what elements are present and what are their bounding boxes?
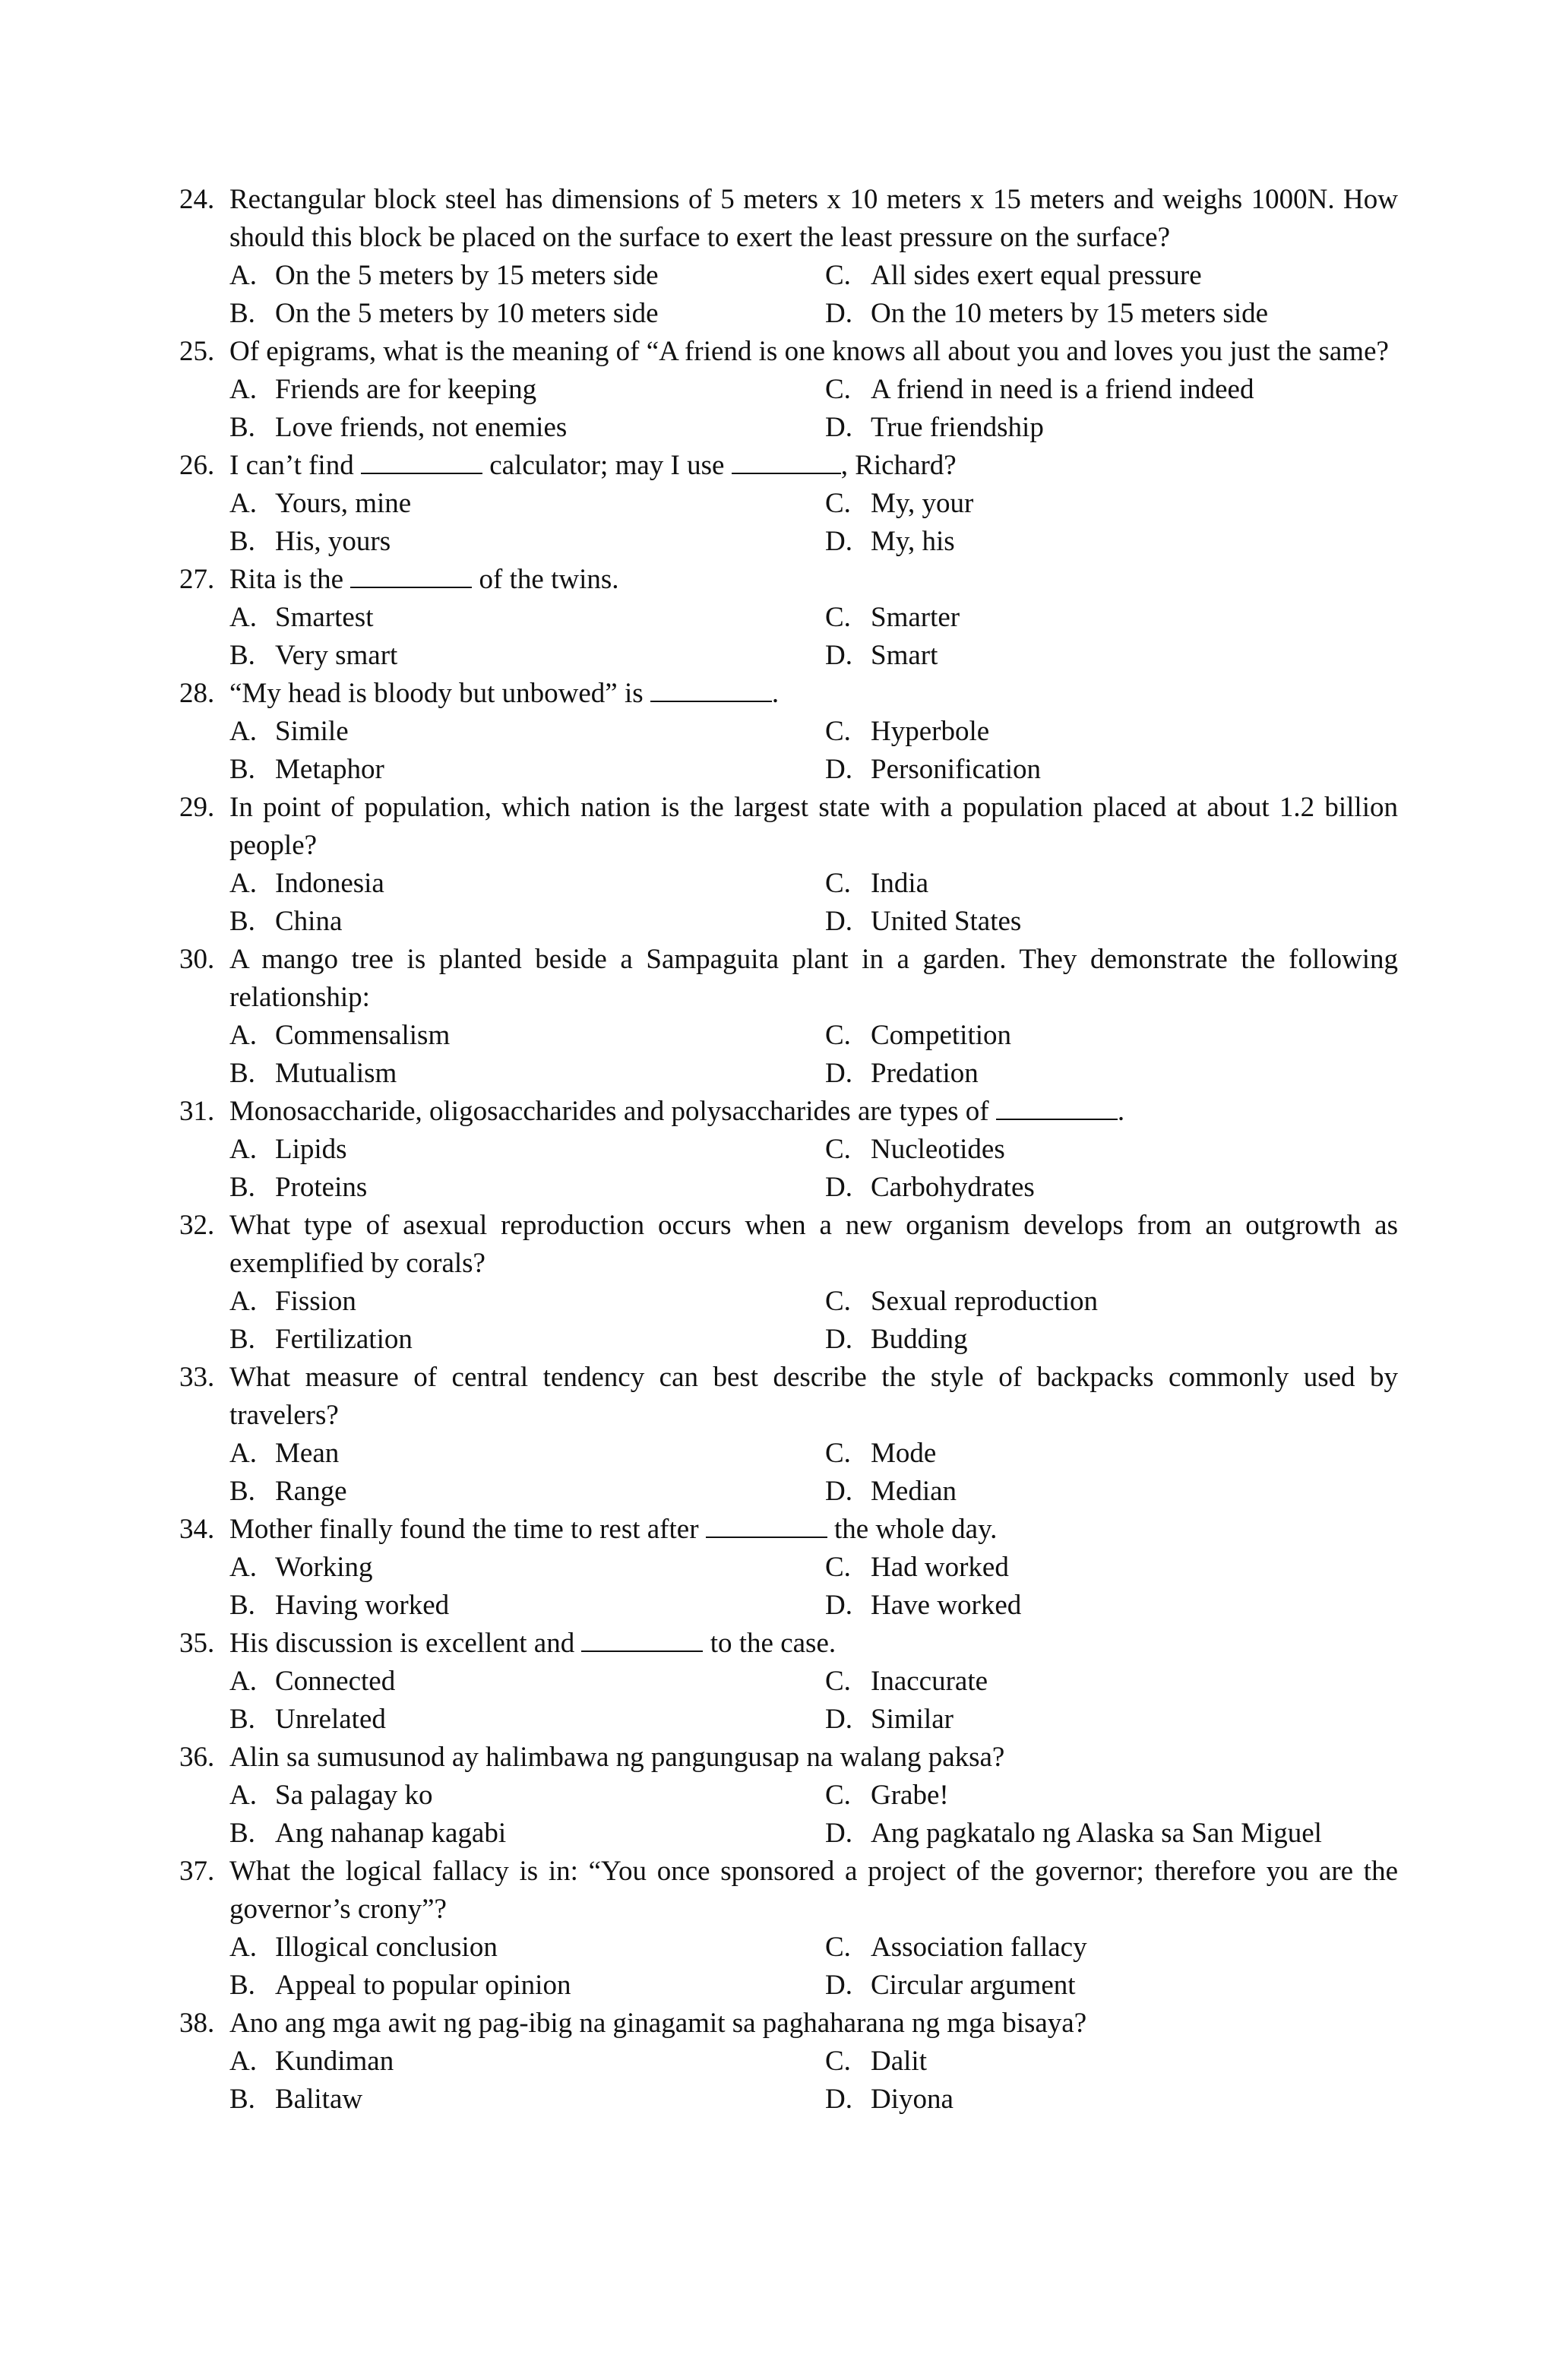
choices-grid [229,1663,1398,1739]
question-text: I can’t find [229,450,361,481]
choice-letter: D. [825,412,852,443]
question-number: 29. [179,792,215,823]
question-stem [179,447,1398,485]
choice-letter: B. [229,1476,255,1507]
choice-text: My, his [871,526,955,557]
choice-letter: D. [825,1970,852,2001]
question-stem [179,1625,1398,1663]
question-item [179,333,1398,447]
choice-letter: C. [825,488,851,519]
choice-option [825,751,1398,789]
choice-option [825,1815,1398,1853]
question-number: 38. [179,2008,215,2039]
answer-blank [361,447,482,474]
choice-letter: C. [825,1020,851,1051]
choices-grid [229,1131,1398,1207]
choice-text: Simile [275,716,349,747]
choice-option [229,903,825,941]
choice-letter: B. [229,640,255,671]
choice-letter: C. [825,1780,851,1811]
question-number: 34. [179,1514,215,1545]
choice-text: Commensalism [275,1020,451,1051]
question-stem [179,675,1398,713]
question-item [179,1625,1398,1739]
choices-grid [229,1017,1398,1093]
choice-option [825,1777,1398,1815]
choice-option [229,2043,825,2081]
choice-text: Sexual reproduction [871,1286,1098,1317]
answer-blank [706,1511,827,1538]
choice-option [825,257,1398,295]
choice-text: China [275,906,343,937]
question-item [179,941,1398,1093]
choice-text: Sa palagay ko [275,1780,433,1811]
question-number: 36. [179,1742,215,1773]
choice-text: United States [871,906,1022,937]
choice-option [229,1549,825,1587]
choice-option [229,2081,825,2119]
question-stem [179,1207,1398,1283]
choice-text: Working [275,1552,373,1583]
choices-grid [229,485,1398,561]
choice-option [825,1283,1398,1321]
choice-letter: B. [229,1058,255,1089]
choice-text: Smart [871,640,938,671]
choice-letter: D. [825,526,852,557]
choice-option [229,1815,825,1853]
choice-option [229,713,825,751]
question-number: 35. [179,1628,215,1659]
choice-option [825,599,1398,637]
choice-letter: B. [229,1590,255,1621]
question-text: Rectangular block steel has dimensions of 5 meters x 10 meters x 15 meters and weighs 1000N. How should this block be placed on the surface to exert the least pressure on the surface? [229,184,1398,253]
answer-blank [350,561,472,588]
question-item [179,675,1398,789]
question-text: What the logical fallacy is in: “You once sponsored a project of the governor; therefore you are the governor’s crony”? [229,1856,1398,1925]
question-text: What measure of central tendency can best describe the style of backpacks commonly used by travelers? [229,1362,1398,1431]
question-text: “My head is bloody but unbowed” is [229,678,650,709]
question-item [179,1359,1398,1511]
choice-option [229,1701,825,1739]
choice-text: A friend in need is a friend indeed [871,374,1254,405]
choice-text: Nucleotides [871,1134,1005,1165]
choice-option [229,1587,825,1625]
choice-text: Circular argument [871,1970,1076,2001]
choice-text: True friendship [871,412,1044,443]
question-text: the whole day. [827,1514,998,1545]
choice-text: His, yours [275,526,391,557]
choice-option [825,1967,1398,2005]
choice-text: Kundiman [275,2046,394,2077]
choice-letter: B. [229,526,255,557]
question-item [179,2005,1398,2119]
question-stem [179,1739,1398,1777]
choice-letter: C. [825,716,851,747]
choice-option [825,409,1398,447]
choice-option [825,1587,1398,1625]
choice-letter: B. [229,754,255,785]
choice-text: Love friends, not enemies [275,412,568,443]
answer-blank [732,447,841,474]
choice-text: Connected [275,1666,396,1697]
question-stem [179,1359,1398,1435]
question-number: 32. [179,1210,215,1241]
question-text: . [771,678,780,709]
choice-text: Indonesia [275,868,384,899]
question-text: Alin sa sumusunod ay halimbawa ng pangungusap na walang paksa? [229,1742,1005,1773]
question-text: calculator; may I use [482,450,732,481]
choice-option [825,1169,1398,1207]
choice-option [825,637,1398,675]
choice-letter: D. [825,754,852,785]
choice-letter: A. [229,868,257,899]
question-item [179,447,1398,561]
question-item [179,1739,1398,1853]
question-stem [179,1853,1398,1929]
choice-text: Association fallacy [871,1932,1087,1963]
question-item [179,789,1398,941]
choice-option [825,865,1398,903]
choice-text: Mode [871,1438,937,1469]
choice-letter: D. [825,298,852,329]
choice-option [229,1321,825,1359]
question-list [179,181,1398,2119]
choice-letter: D. [825,640,852,671]
choice-option [825,485,1398,523]
choice-letter: C. [825,2046,851,2077]
question-item [179,1093,1398,1207]
question-number: 24. [179,184,215,215]
question-text: Mother finally found the time to rest after [229,1514,706,1545]
question-item [179,181,1398,333]
choice-text: Competition [871,1020,1011,1051]
choice-option [229,371,825,409]
question-text: A mango tree is planted beside a Sampaguita plant in a garden. They demonstrate the following relationship: [229,944,1398,1013]
choice-letter: C. [825,1438,851,1469]
question-number: 30. [179,944,215,975]
choice-option [825,903,1398,941]
choices-grid [229,257,1398,333]
choice-text: India [871,868,929,899]
answer-blank [650,675,772,702]
choice-text: Ang pagkatalo ng Alaska sa San Miguel [871,1818,1322,1849]
choice-text: Illogical conclusion [275,1932,498,1963]
choice-letter: C. [825,1134,851,1165]
choice-text: Unrelated [275,1704,386,1735]
question-stem [179,181,1398,257]
question-text: Ano ang mga awit ng pag-ibig na ginagamit sa paghaharana ng mga bisaya? [229,2008,1087,2039]
choice-letter: B. [229,1818,255,1849]
choice-text: Metaphor [275,754,384,785]
choice-option [229,523,825,561]
choice-letter: A. [229,488,257,519]
choice-text: Fission [275,1286,356,1317]
choice-letter: A. [229,2046,257,2077]
answer-blank [996,1093,1118,1120]
choice-letter: A. [229,1666,257,1697]
choice-letter: D. [825,1324,852,1355]
choice-text: My, your [871,488,974,519]
choice-text: Mutualism [275,1058,397,1089]
question-text: What type of asexual reproduction occurs when a new organism develops from an outgrowth as exemplified by corals? [229,1210,1398,1279]
choice-option [229,1055,825,1093]
choice-letter: A. [229,602,257,633]
choice-letter: B. [229,1172,255,1203]
choices-grid [229,1549,1398,1625]
choice-letter: A. [229,1020,257,1051]
choice-text: Smarter [871,602,960,633]
choice-text: Lipids [275,1134,347,1165]
question-stem [179,1511,1398,1549]
choice-text: Predation [871,1058,979,1089]
choices-grid [229,713,1398,789]
question-number: 27. [179,564,215,595]
choice-letter: D. [825,1476,852,1507]
question-number: 33. [179,1362,215,1393]
choices-grid [229,2043,1398,2119]
question-text: Rita is the [229,564,351,595]
question-item [179,1207,1398,1359]
choices-grid [229,865,1398,941]
choice-option [825,1435,1398,1473]
choice-option [229,751,825,789]
choice-text: Hyperbole [871,716,990,747]
question-item [179,1853,1398,2005]
choice-option [825,1055,1398,1093]
choice-text: Balitaw [275,2084,363,2115]
choice-option [825,1321,1398,1359]
choice-letter: B. [229,906,255,937]
question-text: Monosaccharide, oligosaccharides and polysaccharides are types of [229,1096,996,1127]
choice-letter: D. [825,1172,852,1203]
choice-letter: B. [229,1704,255,1735]
choice-letter: C. [825,1286,851,1317]
choice-letter: C. [825,374,851,405]
choice-text: Budding [871,1324,968,1355]
choice-option [229,1435,825,1473]
choice-option [229,1473,825,1511]
choice-text: Having worked [275,1590,450,1621]
choice-letter: D. [825,906,852,937]
choice-option [825,1473,1398,1511]
question-stem [179,2005,1398,2043]
choices-grid [229,1777,1398,1853]
question-text: In point of population, which nation is the largest state with a population placed at about 1.2 billion people? [229,792,1398,861]
choice-option [825,1131,1398,1169]
choice-text: Inaccurate [871,1666,988,1697]
choice-letter: C. [825,260,851,291]
choice-letter: C. [825,602,851,633]
choice-option [229,485,825,523]
choice-letter: B. [229,1970,255,2001]
choice-letter: A. [229,260,257,291]
choice-letter: A. [229,1932,257,1963]
choice-text: Ang nahanap kagabi [275,1818,507,1849]
choice-text: Friends are for keeping [275,374,537,405]
choice-text: On the 5 meters by 10 meters side [275,298,659,329]
choice-letter: C. [825,1932,851,1963]
choice-option [229,1283,825,1321]
question-number: 28. [179,678,215,709]
choice-letter: B. [229,2084,255,2115]
choice-text: Dalit [871,2046,927,2077]
question-item [179,561,1398,675]
question-item [179,1511,1398,1625]
choice-text: Proteins [275,1172,368,1203]
choice-letter: D. [825,2084,852,2115]
choice-text: Grabe! [871,1780,949,1811]
choice-option [825,523,1398,561]
choice-text: Mean [275,1438,340,1469]
question-text: of the twins. [472,564,619,595]
choice-letter: C. [825,1666,851,1697]
answer-blank [581,1625,703,1652]
choice-option [229,1967,825,2005]
choice-option [229,1169,825,1207]
choice-option [229,1131,825,1169]
choice-option [825,2043,1398,2081]
choice-option [825,295,1398,333]
choice-option [825,1663,1398,1701]
choice-text: Yours, mine [275,488,412,519]
question-number: 25. [179,336,215,367]
choice-option [229,1777,825,1815]
choice-letter: B. [229,298,255,329]
question-stem [179,941,1398,1017]
choice-text: Had worked [871,1552,1009,1583]
choices-grid [229,1929,1398,2005]
question-text: , Richard? [840,450,957,481]
choice-letter: D. [825,1590,852,1621]
question-number: 31. [179,1096,215,1127]
choice-option [229,599,825,637]
choice-letter: A. [229,374,257,405]
choice-option [825,1017,1398,1055]
choice-option [229,1663,825,1701]
choice-text: Similar [871,1704,954,1735]
choice-option [229,865,825,903]
choice-text: On the 10 meters by 15 meters side [871,298,1269,329]
choice-text: Diyona [871,2084,954,2115]
choice-text: Have worked [871,1590,1022,1621]
choices-grid [229,371,1398,447]
choices-grid [229,1435,1398,1511]
choice-option [229,409,825,447]
choice-text: On the 5 meters by 15 meters side [275,260,659,291]
choice-option [229,295,825,333]
choice-letter: A. [229,1134,257,1165]
choice-option [825,2081,1398,2119]
choice-text: Personification [871,754,1042,785]
question-text: His discussion is excellent and [229,1628,582,1659]
question-stem [179,789,1398,865]
choices-grid [229,1283,1398,1359]
choice-letter: A. [229,1780,257,1811]
question-text: to the case. [703,1628,837,1659]
choice-option [229,1017,825,1055]
choice-option [825,371,1398,409]
choice-option [825,1929,1398,1967]
question-text: . [1117,1096,1125,1127]
choice-option [229,257,825,295]
choice-text: All sides exert equal pressure [871,260,1202,291]
choice-text: Appeal to popular opinion [275,1970,571,2001]
choice-text: Median [871,1476,957,1507]
choice-option [229,1929,825,1967]
choice-text: Range [275,1476,347,1507]
question-number: 37. [179,1856,215,1887]
question-stem [179,1093,1398,1131]
choice-text: Fertilization [275,1324,413,1355]
choice-letter: B. [229,412,255,443]
choice-option [229,637,825,675]
choice-text: Carbohydrates [871,1172,1035,1203]
choice-text: Smartest [275,602,374,633]
choice-option [825,713,1398,751]
choice-letter: B. [229,1324,255,1355]
question-stem [179,561,1398,599]
choice-letter: C. [825,1552,851,1583]
choice-letter: D. [825,1704,852,1735]
choice-letter: D. [825,1818,852,1849]
choice-letter: A. [229,1286,257,1317]
choice-letter: A. [229,716,257,747]
question-number: 26. [179,450,215,481]
choice-option [825,1701,1398,1739]
choice-letter: A. [229,1438,257,1469]
choice-letter: D. [825,1058,852,1089]
question-stem [179,333,1398,371]
choices-grid [229,599,1398,675]
choice-letter: A. [229,1552,257,1583]
choice-text: Very smart [275,640,398,671]
choice-option [825,1549,1398,1587]
choice-letter: C. [825,868,851,899]
question-text: Of epigrams, what is the meaning of “A friend is one knows all about you and loves you just the same? [229,336,1389,367]
